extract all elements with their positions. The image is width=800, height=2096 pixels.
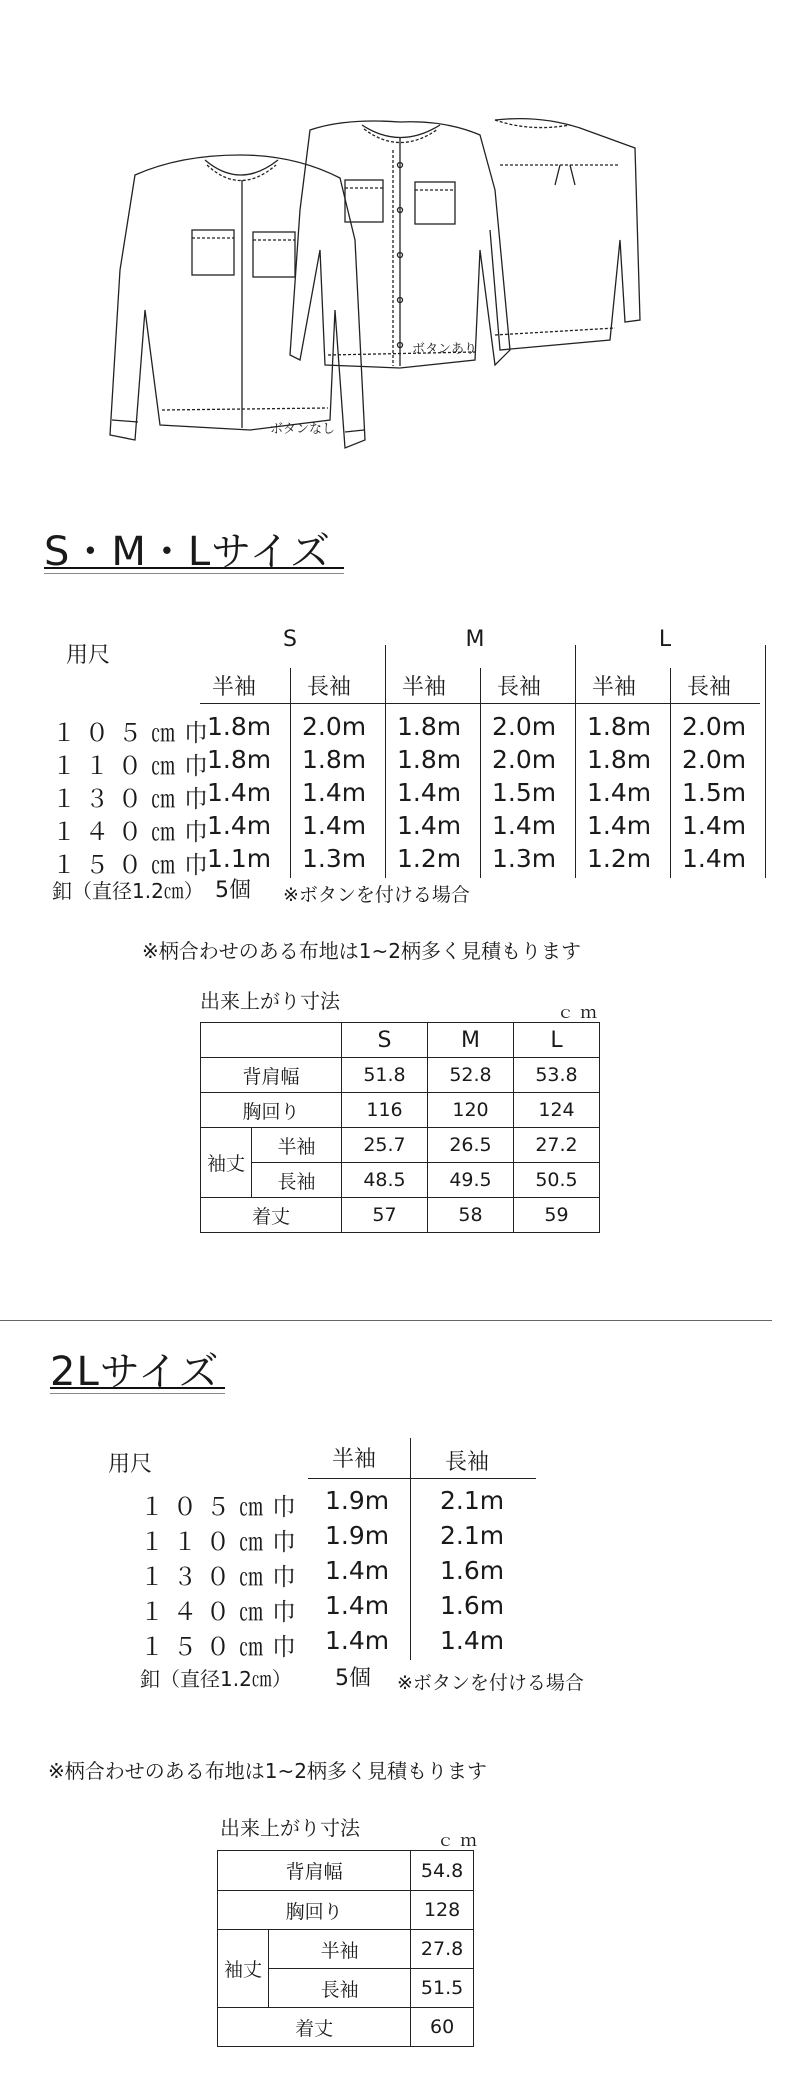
- yardage-cell: 1.5m: [492, 778, 557, 807]
- yardage-cell: 1.8m: [397, 745, 462, 774]
- sleeve-head: 半袖: [402, 675, 447, 700]
- col-m: M: [428, 1023, 514, 1058]
- cell: 58: [428, 1198, 514, 1233]
- yardage-cell: 1.4m: [325, 1626, 390, 1655]
- size-header-s: S: [283, 627, 297, 652]
- cell: 128: [411, 1891, 474, 1930]
- cell: 52.8: [428, 1058, 514, 1093]
- row-label: 半袖: [252, 1128, 342, 1163]
- yardage-cell: 1.4m: [302, 811, 367, 840]
- col-l: L: [514, 1023, 600, 1058]
- yardage-cell: 2.0m: [682, 745, 747, 774]
- yardage-cell: 1.2m: [397, 844, 462, 873]
- yardage-cell: 1.3m: [492, 844, 557, 873]
- col-divider: [410, 1438, 411, 1660]
- cell: 48.5: [342, 1163, 428, 1198]
- yardage-cell: 1.8m: [207, 712, 272, 741]
- yardage-cell: 1.5m: [682, 778, 747, 807]
- row-label: 着丈: [201, 1198, 342, 1233]
- yardage-cell: 2.0m: [492, 745, 557, 774]
- label-buttons-yes: ボタンあり: [412, 342, 478, 357]
- yardage-row-label: １０５㎝巾: [52, 719, 217, 747]
- jacket-illustration: [100, 110, 660, 470]
- size-header-l: L: [658, 627, 672, 652]
- cell: 59: [514, 1198, 600, 1233]
- cell: 60: [411, 2008, 474, 2047]
- unit-label: ｃｍ: [437, 1831, 483, 1851]
- sleeve-head: 半袖: [212, 675, 257, 700]
- col-divider: [290, 668, 291, 878]
- yardage-row-label: １４０㎝巾: [140, 1598, 305, 1626]
- yardage-cell: 1.4m: [302, 778, 367, 807]
- yardage-cell: 1.2m: [587, 844, 652, 873]
- yardage-cell: 2.1m: [440, 1521, 505, 1550]
- finished-title: 出来上がり寸法: [200, 989, 340, 1013]
- col-divider: [670, 668, 671, 878]
- col-divider: [480, 668, 481, 878]
- row-label: 背肩幅: [218, 1851, 411, 1891]
- cell: 27.2: [514, 1128, 600, 1163]
- cell: 120: [428, 1093, 514, 1128]
- row-label: 胸回り: [201, 1093, 342, 1128]
- yardage-cell: 1.4m: [397, 778, 462, 807]
- yardage-cell: 1.8m: [302, 745, 367, 774]
- row-label: 着丈: [218, 2008, 411, 2047]
- sleeve-head: 長袖: [307, 675, 352, 700]
- yardage-cell: 1.8m: [587, 712, 652, 741]
- finished-table-sml: [200, 1022, 600, 1233]
- title-underline-2: [50, 1393, 225, 1394]
- yardage-cell: 1.4m: [207, 778, 272, 807]
- section-title-2l: 2Lサイズ: [50, 1349, 220, 1395]
- cell: 57: [342, 1198, 428, 1233]
- yardage-cell: 2.0m: [492, 712, 557, 741]
- yardage-label-2l: 用尺: [108, 1452, 153, 1477]
- row-label: 半袖: [269, 1930, 411, 1969]
- jacket-front-plain: [110, 155, 365, 448]
- finished-title: 出来上がり寸法: [220, 1816, 360, 1840]
- yardage-cell: 2.0m: [302, 712, 367, 741]
- unit-label: ｃｍ: [557, 1003, 603, 1023]
- col-divider: [765, 645, 766, 878]
- yardage-cell: 1.9m: [325, 1521, 390, 1550]
- button-label: 釦（直径1.2㎝）: [140, 1667, 292, 1691]
- pattern-note: ※柄合わせのある布地は1~2柄多く見積もります: [48, 1759, 487, 1783]
- sleeve-head: 半袖: [592, 675, 637, 700]
- yardage-label: 用尺: [66, 643, 111, 668]
- col-s: S: [342, 1023, 428, 1058]
- cell: 25.7: [342, 1128, 428, 1163]
- row-label: 長袖: [269, 1969, 411, 2008]
- title-underline-2: [44, 573, 344, 574]
- yardage-row-label: １３０㎝巾: [52, 785, 217, 813]
- cell: 51.5: [411, 1969, 474, 2008]
- button-count: 5個: [335, 1666, 371, 1691]
- row-label: 背肩幅: [201, 1058, 342, 1093]
- yardage-cell: 1.4m: [492, 811, 557, 840]
- title-underline: [50, 1387, 225, 1389]
- yardage-cell: 2.0m: [682, 712, 747, 741]
- cell: 26.5: [428, 1128, 514, 1163]
- cell: 124: [514, 1093, 600, 1128]
- yardage-cell: 1.1m: [207, 844, 272, 873]
- button-note: ※ボタンを付ける場合: [283, 884, 470, 906]
- row-label: 長袖: [252, 1163, 342, 1198]
- group-label: 袖丈: [201, 1128, 252, 1198]
- yardage-row-label: １５０㎝巾: [140, 1633, 305, 1661]
- jacket-back-view: [490, 119, 640, 350]
- col-divider: [575, 645, 576, 878]
- yardage-cell: 1.4m: [207, 811, 272, 840]
- pattern-note: ※柄合わせのある布地は1~2柄多く見積もります: [142, 939, 581, 963]
- yardage-row-label: １４０㎝巾: [52, 818, 217, 846]
- yardage-cell: 1.4m: [682, 811, 747, 840]
- cell: 50.5: [514, 1163, 600, 1198]
- yardage-cell: 1.4m: [397, 811, 462, 840]
- yardage-cell: 1.8m: [397, 712, 462, 741]
- yardage-cell: 2.1m: [440, 1486, 505, 1515]
- title-underline: [44, 567, 344, 569]
- size-header-m: M: [465, 627, 485, 652]
- yardage-cell: 1.4m: [440, 1626, 505, 1655]
- yardage-row-label: １３０㎝巾: [140, 1563, 305, 1591]
- cell: 27.8: [411, 1930, 474, 1969]
- sleeve-head: 半袖: [332, 1447, 377, 1472]
- yardage-row-label: １１０㎝巾: [52, 752, 217, 780]
- button-count: 5個: [215, 878, 251, 903]
- button-label: 釦（直径1.2㎝）: [52, 879, 204, 903]
- yardage-cell: 1.4m: [587, 778, 652, 807]
- yardage-row-label: １０５㎝巾: [140, 1493, 305, 1521]
- sleeve-head: 長袖: [687, 675, 732, 700]
- yardage-cell: 1.8m: [207, 745, 272, 774]
- label-buttons-none: ボタンなし: [270, 422, 336, 437]
- yardage-cell: 1.6m: [440, 1556, 505, 1585]
- yardage-cell: 1.9m: [325, 1486, 390, 1515]
- section-title-sml: S・M・Lサイズ: [44, 529, 331, 575]
- yardage-cell: 1.8m: [587, 745, 652, 774]
- cell: 54.8: [411, 1851, 474, 1891]
- sleeve-head: 長袖: [497, 675, 542, 700]
- button-note: ※ボタンを付ける場合: [397, 1672, 584, 1694]
- jacket-front-buttoned: [290, 121, 510, 368]
- header-rule: [308, 1478, 536, 1479]
- yardage-cell: 1.6m: [440, 1591, 505, 1620]
- row-label: 胸回り: [218, 1891, 411, 1930]
- corner-cell: [201, 1023, 342, 1058]
- group-label: 袖丈: [218, 1930, 269, 2008]
- yardage-cell: 1.3m: [302, 844, 367, 873]
- cell: 53.8: [514, 1058, 600, 1093]
- yardage-cell: 1.4m: [325, 1556, 390, 1585]
- yardage-row-label: １５０㎝巾: [52, 851, 217, 879]
- yardage-cell: 1.4m: [325, 1591, 390, 1620]
- cell: 51.8: [342, 1058, 428, 1093]
- yardage-row-label: １１０㎝巾: [140, 1528, 305, 1556]
- cell: 49.5: [428, 1163, 514, 1198]
- cell: 116: [342, 1093, 428, 1128]
- yardage-cell: 1.4m: [682, 844, 747, 873]
- sleeve-head: 長袖: [445, 1450, 490, 1475]
- section-divider: [0, 1320, 772, 1321]
- yardage-cell: 1.4m: [587, 811, 652, 840]
- col-divider: [385, 645, 386, 878]
- finished-table-2l: [217, 1850, 474, 2047]
